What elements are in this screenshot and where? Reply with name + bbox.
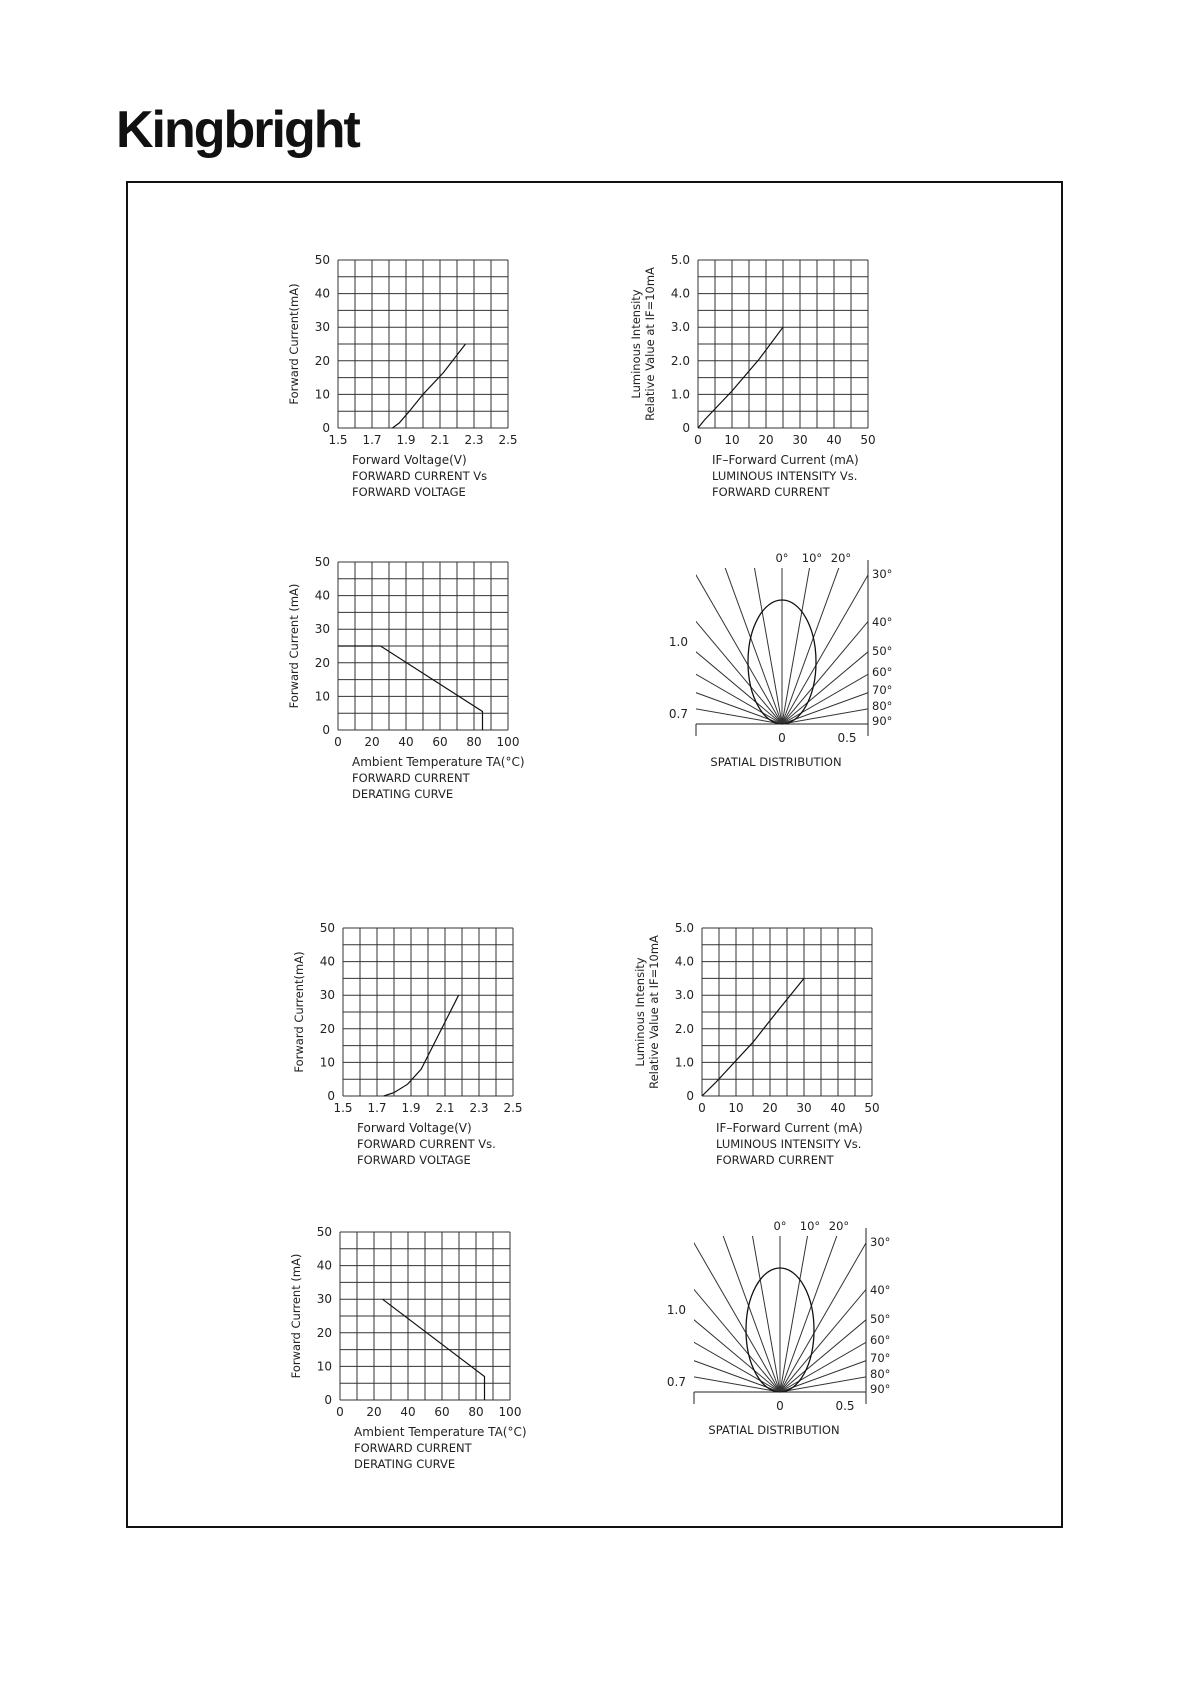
angle-label: 20° [830, 551, 852, 565]
y-tick-label: 0 [322, 723, 330, 737]
y-tick-label: 40 [319, 954, 335, 969]
angle-label: 70° [872, 683, 893, 697]
angle-label: 30° [872, 567, 893, 581]
x-tick-label: 50 [860, 433, 876, 447]
x-tick-label: 40 [826, 433, 842, 447]
chart-caption: SPATIAL DISTRIBUTION [708, 1423, 840, 1437]
angle-label: 50° [870, 1312, 891, 1326]
y-tick-label: 30 [316, 1292, 332, 1307]
chart-caption: FORWARD CURRENT [352, 771, 470, 785]
y-tick-label: 5.0 [674, 921, 694, 935]
chart-caption: DERATING CURVE [352, 787, 454, 801]
chart-forward-current-vs-voltage-1 [270, 250, 530, 510]
x-tick-label: 60 [434, 1405, 450, 1419]
y-tick-label: 40 [314, 588, 330, 603]
y-axis-label: Forward Current(mA) [287, 283, 301, 405]
y-tick-label: 50 [314, 555, 330, 569]
x-axis-label: Forward Voltage(V) [357, 1121, 472, 1135]
radial-label: 0.7 [668, 707, 688, 721]
x-tick-label: 10 [728, 1101, 744, 1115]
x-tick-label: 0 [336, 1405, 344, 1419]
x-tick-label: 100 [498, 1405, 522, 1419]
x-axis-label: Ambient Temperature TA(°C) [354, 1425, 527, 1439]
chart-derating-curve-1 [270, 552, 530, 812]
angle-label: 40° [872, 615, 893, 629]
y-tick-label: 2.0 [674, 1021, 694, 1036]
chart-caption: FORWARD CURRENT [712, 485, 830, 499]
chart-caption: FORWARD VOLTAGE [357, 1153, 471, 1167]
angle-label: 0° [775, 551, 789, 565]
y-tick-label: 40 [316, 1258, 332, 1273]
y-tick-label: 20 [316, 1325, 332, 1340]
y-axis-label: Relative Value at IF=10mA [643, 267, 657, 421]
angle-label: 10° [801, 551, 823, 565]
angle-label: 70° [870, 1351, 891, 1365]
angle-label: 60° [872, 665, 893, 679]
x-tick-label: 1.9 [401, 1101, 421, 1115]
y-axis-label: Forward Current (mA) [289, 1253, 303, 1379]
angle-label: 20° [828, 1219, 850, 1233]
y-tick-label: 20 [314, 655, 330, 670]
x-tick-label: 40 [398, 735, 414, 749]
y-tick-label: 0 [686, 1089, 694, 1103]
chart-caption: FORWARD CURRENT [354, 1441, 472, 1455]
y-tick-label: 20 [314, 353, 330, 368]
angle-label: 60° [870, 1333, 891, 1347]
chart-caption: SPATIAL DISTRIBUTION [710, 755, 842, 769]
x-tick-label: 2.5 [503, 1101, 523, 1115]
y-axis-label: Relative Value at IF=10mA [647, 935, 661, 1089]
chart-derating-curve-2 [272, 1222, 532, 1482]
y-tick-label: 3.0 [670, 320, 690, 335]
x-tick-label: 1.9 [396, 433, 416, 447]
grid [698, 260, 868, 428]
x-tick-label: 1.7 [367, 1101, 387, 1115]
grid [343, 928, 513, 1096]
chart-caption: LUMINOUS INTENSITY Vs. [716, 1137, 862, 1151]
grid [702, 928, 872, 1096]
y-tick-label: 40 [314, 286, 330, 301]
chart-caption: FORWARD CURRENT Vs. [357, 1137, 496, 1151]
y-tick-label: 3.0 [674, 988, 694, 1003]
radial-label: 0.7 [666, 1375, 686, 1389]
y-tick-label: 0 [327, 1089, 335, 1103]
x-tick-label: 2.1 [435, 1101, 455, 1115]
y-tick-label: 0 [682, 421, 690, 435]
angle-label: 90° [870, 1382, 891, 1396]
y-tick-label: 30 [314, 622, 330, 637]
x-tick-label: 40 [830, 1101, 846, 1115]
chart-caption: FORWARD CURRENT Vs [352, 469, 488, 483]
y-tick-label: 4.0 [674, 954, 694, 969]
y-tick-label: 10 [319, 1055, 335, 1070]
x-tick-label: 20 [758, 433, 774, 447]
y-tick-label: 1.0 [670, 387, 690, 402]
x-tick-label: 100 [496, 735, 520, 749]
content-frame [126, 181, 1063, 1528]
x-tick-label: 2.1 [430, 433, 450, 447]
y-axis-label: Luminous Intensity [633, 957, 647, 1067]
x-axis-label: Ambient Temperature TA(°C) [352, 755, 525, 769]
x-tick-label: 0 [698, 1101, 706, 1115]
x-tick-label: 20 [762, 1101, 778, 1115]
brand-logo: Kingbright [116, 101, 359, 159]
chart-luminous-intensity-1 [630, 250, 890, 510]
x-tick-label: 2.3 [464, 433, 484, 447]
grid [338, 260, 508, 428]
x-axis-label: Forward Voltage(V) [352, 453, 467, 467]
x-tick-label: 2.3 [469, 1101, 489, 1115]
x-tick-label: 10 [724, 433, 740, 447]
angle-label: 80° [872, 699, 893, 713]
y-tick-label: 50 [316, 1225, 332, 1239]
y-axis-label: Forward Current (mA) [287, 583, 301, 709]
y-tick-label: 0 [324, 1393, 332, 1407]
x-tick-label: 0 [694, 433, 702, 447]
y-tick-label: 1.0 [674, 1055, 694, 1070]
angle-label: 10° [799, 1219, 821, 1233]
bottom-scale-label: 0.5 [837, 731, 857, 745]
y-tick-label: 30 [319, 988, 335, 1003]
angle-label: 90° [872, 714, 893, 728]
y-tick-label: 10 [314, 387, 330, 402]
bottom-scale-label: 0.5 [835, 1399, 855, 1413]
y-tick-label: 0 [322, 421, 330, 435]
chart-luminous-intensity-2 [634, 918, 894, 1178]
radial-label: 1.0 [668, 635, 688, 649]
y-tick-label: 50 [314, 253, 330, 267]
y-tick-label: 50 [319, 921, 335, 935]
y-tick-label: 2.0 [670, 353, 690, 368]
x-tick-label: 30 [792, 433, 808, 447]
x-tick-label: 2.5 [498, 433, 518, 447]
y-tick-label: 10 [314, 689, 330, 704]
chart-spatial-distribution-2 [638, 1216, 898, 1456]
x-tick-label: 0 [334, 735, 342, 749]
y-tick-label: 5.0 [670, 253, 690, 267]
x-tick-label: 50 [864, 1101, 880, 1115]
bottom-scale-label: 0 [778, 731, 786, 745]
y-tick-label: 10 [316, 1359, 332, 1374]
x-tick-label: 20 [366, 1405, 382, 1419]
angle-label: 30° [870, 1235, 891, 1249]
grid [340, 1232, 510, 1400]
x-axis-label: IF–Forward Current (mA) [716, 1121, 863, 1135]
x-tick-label: 1.7 [362, 433, 382, 447]
chart-forward-current-vs-voltage-2 [275, 918, 535, 1178]
data-curve [338, 646, 483, 730]
chart-caption: LUMINOUS INTENSITY Vs. [712, 469, 858, 483]
y-tick-label: 30 [314, 320, 330, 335]
angle-label: 80° [870, 1367, 891, 1381]
angle-label: 0° [773, 1219, 787, 1233]
angle-label: 40° [870, 1283, 891, 1297]
bottom-scale-label: 0 [776, 1399, 784, 1413]
x-tick-label: 20 [364, 735, 380, 749]
x-tick-label: 80 [466, 735, 482, 749]
chart-spatial-distribution-1 [640, 548, 900, 788]
y-axis-label: Forward Current(mA) [292, 951, 306, 1073]
x-tick-label: 1.5 [328, 433, 348, 447]
data-curve [392, 344, 465, 428]
chart-caption: DERATING CURVE [354, 1457, 456, 1471]
x-tick-label: 1.5 [333, 1101, 353, 1115]
x-tick-label: 60 [432, 735, 448, 749]
x-axis-label: IF–Forward Current (mA) [712, 453, 859, 467]
chart-caption: FORWARD CURRENT [716, 1153, 834, 1167]
y-tick-label: 4.0 [670, 286, 690, 301]
angle-label: 50° [872, 644, 893, 658]
y-tick-label: 20 [319, 1021, 335, 1036]
x-tick-label: 80 [468, 1405, 484, 1419]
x-tick-label: 40 [400, 1405, 416, 1419]
radial-label: 1.0 [666, 1303, 686, 1317]
x-tick-label: 30 [796, 1101, 812, 1115]
chart-caption: FORWARD VOLTAGE [352, 485, 466, 499]
y-axis-label: Luminous Intensity [629, 289, 643, 399]
